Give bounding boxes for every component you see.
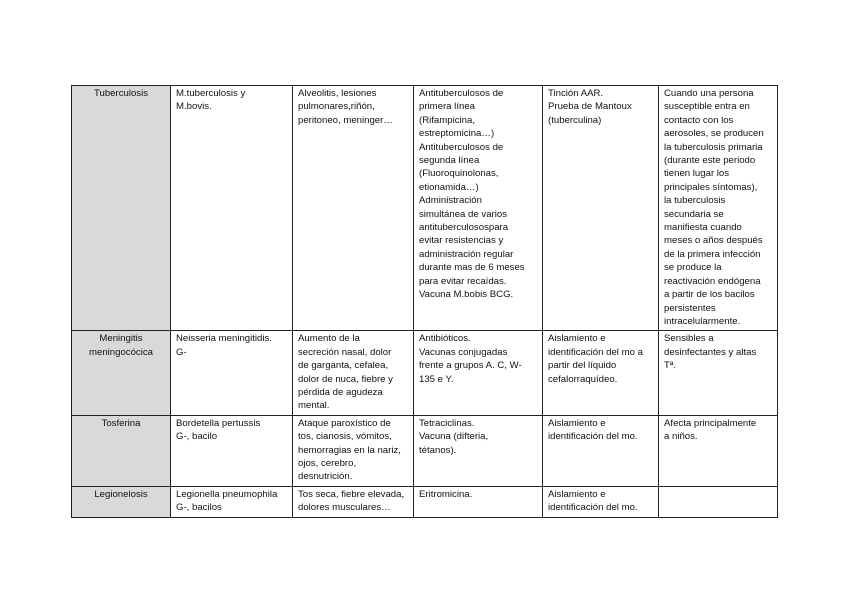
disease-name-cell <box>72 486 171 517</box>
symptoms-text-line: Alveolitis, lesiones <box>298 88 377 99</box>
symptoms-cell <box>293 415 414 486</box>
symptoms-text-line: Ataque paroxístico de <box>298 417 391 429</box>
treatment-text-line: segunda línea <box>419 155 480 167</box>
notes-text-line: (durante este periodo <box>664 155 756 167</box>
symptoms-cell <box>293 86 414 331</box>
diagnosis-text-line: Aislamiento e <box>548 488 606 500</box>
causative-agent-text-line: G-, bacilos <box>176 502 222 514</box>
causative-agent-cell <box>171 415 293 486</box>
symptoms-text-line: mental. <box>298 400 330 412</box>
notes-text-line: Sensibles a <box>664 333 714 345</box>
notes-text-line: manifiesta cuando <box>664 222 742 234</box>
treatment-text-line: administración regular <box>419 248 514 260</box>
table-body <box>72 86 778 518</box>
treatment-text-line: simultánea de varios <box>419 208 507 220</box>
treatment-text-line: Antituberculosos de <box>419 141 504 153</box>
diagnosis-text-line: identificación del mo. <box>548 431 638 443</box>
disease-name-text-line: Tosferina <box>101 417 141 429</box>
disease-name-cell <box>72 86 171 331</box>
disease-name-text-line: Tuberculosis <box>93 88 149 99</box>
treatment-text-line: tétanos). <box>419 444 457 456</box>
notes-text-line: Cuando una persona <box>664 88 754 99</box>
notes-text-line: de la primera infección <box>664 248 761 260</box>
diagnosis-text-line: Prueba de Mantoux <box>548 101 632 113</box>
treatment-text-line: frente a grupos A. C, W- <box>419 360 522 372</box>
treatment-text-line: Antituberculosos de <box>419 88 504 99</box>
disease-name-text-line: meningocócica <box>89 346 153 358</box>
notes-text-line: a niños. <box>664 431 698 443</box>
treatment-text-line: etionamida…) <box>419 181 479 193</box>
diagnosis-cell <box>543 331 659 415</box>
symptoms-text-line: ojos, cerebro, <box>298 457 357 469</box>
symptoms-text-line: Tos seca, fiebre elevada, <box>298 488 405 500</box>
diagnosis-text-line: Aislamiento e <box>548 333 606 345</box>
treatment-text-line: para evitar recaídas. <box>419 275 507 287</box>
notes-text-line: a partir de los bacilos <box>664 289 755 301</box>
notes-text-line: tienen lugar los <box>664 168 730 180</box>
causative-agent-text-line: G- <box>176 346 187 358</box>
notes-text-line: contacto con los <box>664 114 734 126</box>
symptoms-text-line: pulmonares,riñón, <box>298 101 375 113</box>
symptoms-text-line: pérdida de agudeza <box>298 386 383 398</box>
causative-agent-cell <box>171 86 293 331</box>
treatment-text-line: Vacuna M.bobis BCG. <box>419 289 514 301</box>
treatment-text-line: primera línea <box>419 101 475 113</box>
treatment-text-line: Vacuna (difteria, <box>419 431 489 443</box>
notes-cell <box>659 86 778 331</box>
notes-text-line: intracelularmente. <box>664 315 741 327</box>
causative-agent-text-line: Legionella pneumophila <box>176 488 278 500</box>
notes-text-line: Afecta principalmente <box>664 417 757 429</box>
diagnosis-text-line: (tuberculina) <box>548 114 602 126</box>
diagnosis-text-line: Tinción AAR. <box>548 88 604 99</box>
treatment-text-line: (Fluoroquinolonas, <box>419 168 499 180</box>
causative-agent-cell <box>171 486 293 517</box>
notes-text-line: Tª. <box>664 360 677 372</box>
symptoms-cell <box>293 331 414 415</box>
notes-text-line: la tuberculosis <box>664 195 726 207</box>
disease-name-text-line: Meningitis <box>99 333 143 345</box>
notes-text-line: secundaria se <box>664 208 724 220</box>
disease-name-cell <box>72 331 171 415</box>
treatment-text-line: Tetraciclinas. <box>419 417 475 429</box>
disease-table <box>71 85 778 518</box>
symptoms-text-line: dolores musculares… <box>298 502 391 514</box>
notes-cell <box>659 415 778 486</box>
notes-text-line: se produce la <box>664 262 722 274</box>
causative-agent-text-line: Neisseria meningitidis. <box>176 333 272 345</box>
notes-text-line: la tuberculosis primaria <box>664 141 763 153</box>
table-row <box>72 415 778 486</box>
treatment-text-line: antituberculosospara <box>419 222 509 234</box>
diagnosis-text-line: cefalorraquídeo. <box>548 373 618 385</box>
notes-text-line: reactivación endógena <box>664 275 761 287</box>
diagnosis-text-line: identificación del mo a <box>548 346 643 358</box>
table-row <box>72 331 778 415</box>
notes-text-line: persistentes <box>664 302 716 314</box>
symptoms-text-line: peritoneo, meninger… <box>298 114 393 126</box>
treatment-cell <box>414 415 543 486</box>
treatment-text-line: Eritromicina. <box>419 488 473 500</box>
treatment-cell <box>414 486 543 517</box>
diagnosis-text-line: identificación del mo. <box>548 502 638 514</box>
disease-name-cell <box>72 415 171 486</box>
notes-text-line: desinfectantes y altas <box>664 346 757 358</box>
symptoms-text-line: de garganta, cefalea, <box>298 360 389 372</box>
treatment-cell <box>414 331 543 415</box>
notes-text-line: aerosoles, se producen <box>664 128 764 140</box>
treatment-text-line: evitar resistencias y <box>419 235 504 247</box>
symptoms-text-line: desnutrición. <box>298 471 353 483</box>
treatment-text-line: (Rifampicina, <box>419 114 475 126</box>
notes-cell <box>659 331 778 415</box>
causative-agent-text-line: G-, bacilo <box>176 431 218 443</box>
notes-text-line: meses o años después <box>664 235 763 247</box>
table-row <box>72 486 778 517</box>
symptoms-text-line: dolor de nuca, fiebre y <box>298 373 393 385</box>
treatment-text-line: durante mas de 6 meses <box>419 262 525 274</box>
treatment-text-line: Antibióticos. <box>419 333 471 345</box>
symptoms-cell <box>293 486 414 517</box>
notes-text-line: susceptible entra en <box>664 101 750 113</box>
diagnosis-text-line: Aislamiento e <box>548 417 606 429</box>
symptoms-text-line: Aumento de la <box>298 333 360 345</box>
diagnosis-cell <box>543 86 659 331</box>
symptoms-text-line: secreción nasal, dolor <box>298 346 392 358</box>
diagnosis-text-line: partir del líquido <box>548 360 617 372</box>
treatment-text-line: Vacunas conjugadas <box>419 346 508 358</box>
treatment-text-line: Administración <box>419 195 482 207</box>
treatment-text-line: estreptomicina…) <box>419 128 495 140</box>
notes-cell <box>659 486 778 517</box>
symptoms-text-line: hemorragias en la nariz, <box>298 444 401 456</box>
causative-agent-text-line: M.bovis. <box>176 101 212 113</box>
treatment-text-line: 135 e Y. <box>419 373 454 385</box>
diagnosis-cell <box>543 415 659 486</box>
causative-agent-text-line: M.tuberculosis y <box>176 88 246 99</box>
notes-text-line: principales síntomas), <box>664 181 758 193</box>
symptoms-text-line: tos, cianosis, vómitos, <box>298 431 392 443</box>
diagnosis-cell <box>543 486 659 517</box>
disease-name-text-line: Legionelosis <box>94 488 148 500</box>
causative-agent-text-line: Bordetella pertussis <box>176 417 261 429</box>
causative-agent-cell <box>171 331 293 415</box>
table-row <box>72 86 778 331</box>
treatment-cell <box>414 86 543 331</box>
